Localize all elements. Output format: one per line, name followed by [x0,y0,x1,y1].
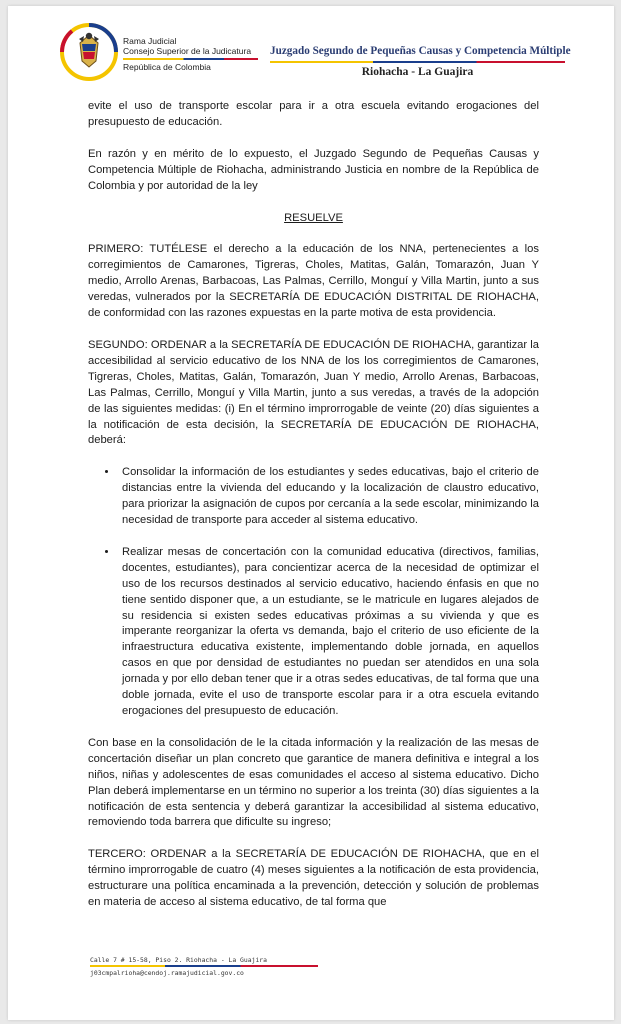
court-name: Juzgado Segundo de Pequeñas Causas y Competencia Múltiple [270,45,571,57]
court-city: Riohacha - La Guajira [361,66,474,78]
paragraph-tercero: TERCERO: ORDENAR a la SECRETARÍA DE EDUCACIÓN DE RIOHACHA, que en el término improrrogable de cuatro (4) meses siguientes a la notificación de esta providencia, estructurare una política encaminada a la prevención, detección y solución de problemas en materia de acceso al sistema educativo, de tal forma que [88,848,539,909]
list-item: • Realizar mesas de concertación con la comunidad educativa (directivos, familias, docentes, estudiantes), para concientizar acerca de la necesidad de optimizar el uso de los recursos destinados al servicio educativo, haciendo énfasis en que no tiene sentido disponer que, a un estudiante, se le matricule en lugares alejados de su residencia si existen sedes educativas próximas a su vivienda y que es imperante reorganizar la oferta vs demanda, bajo el criterio de uso eficiente de la infraestructura educativa existente, implementando doble jornada, en aquellos casos en que por densidad de estudiantes no puedan ser atendidos en una sola jornada y por ello deban tener que ir a otras sedes educativas, de tal forma que una doble jornada, evite el uso de transporte escolar para ir a otra escuela evitando erogaciones del presupuesto de educación. [118,545,539,720]
section-title-resuelve: RESUELVE [284,211,343,224]
organization-block [123,36,258,72]
footer-email: j03cmpalrioha@cendoj.ramajudicial.gov.co [90,969,244,977]
coat-of-arms-seal [60,23,118,81]
measures-list [88,465,539,720]
paragraph-merit: En razón y en mérito de lo expuesto, el Juzgado Segundo de Pequeñas Causas y Competencia Múltiple de Riohacha, administrando Justicia en nombre de la República de Colombia y por autoridad de la ley [88,147,539,192]
footer-flag-bar [90,965,318,967]
org-line-1: Rama Judicial [123,36,177,46]
footer-address: Calle 7 # 15-58, Piso 2. Riohacha - La Guajira [90,956,267,964]
org-flag-bar [123,58,258,60]
paragraph-continuation: evite el uso de transporte escolar para ir a otra escuela evitando erogaciones del presupuesto de educación. [88,100,539,128]
paragraph-segundo: SEGUNDO: ORDENAR a la SECRETARÍA DE EDUCACIÓN DE RIOHACHA, garantizar la accesibilidad al servicio educativo de los NNA de los los corregimientos de Camarones, Tigreras, Choles, Matitas, Galán, Tomarazón, Juan Y medio, Arrollo Arenas, Barbacoas, Las Palmas, Cerrillo, Monguí y Villa Martin, junto a sus veredas, a través de la adopción de las siguientes medidas: (i) En el término improrrogable de veinte (20) días siguientes a la notificación de esta decisión, la SECRETARÍA DE EDUCACIÓN DE RIOHACHA, deberá: [88,338,539,447]
list-item: • Consolidar la información de los estudiantes y sedes educativas, bajo el criterio de distancias entre la vivienda del educando y la localización de claustro educativo, para priorizar la asignación de cupos por cercanía a la sede escolar, minimizando la necesidad de transporte para acceder al sistema educativo. [118,465,539,529]
footer [90,956,318,977]
document-page [8,6,614,1020]
document-body [88,99,539,927]
paragraph-plan: Con base en la consolidación de le la citada información y la realización de las mesas de concertación diseñar un plan concreto que garantice de manera definitiva e integral a los niños, niñas y adolescentes de esas comunidades el acceso al sistema educativo. Dicho Plan deberá implementarse en un término no superior a los treinta (30) días siguientes a la notificación de esta sentencia y deberá garantizar la accesibilidad al sistema educativo, removiendo toda barrera que dificulte su ingreso; [88,736,539,829]
org-line-3: República de Colombia [123,62,211,72]
court-flag-bar [270,61,565,63]
org-line-2: Consejo Superior de la Judicatura [123,46,252,56]
letterhead [8,6,614,90]
paragraph-primero: PRIMERO: TUTÉLESE el derecho a la educación de los NNA, pertenecientes a los corregimientos de Camarones, Tigreras, Choles, Matitas, Galán, Tomarazón, Juan Y medio, Arrollo Arenas, Barbacoas, Las Palmas, Cerrillo, Monguí y Villa Martin, junto a sus veredas, vulnerados por la SECRETARÍA DE EDUCACIÓN DISTRITAL DE RIOHACHA, de conformidad con las razones expuestas en la parte motiva de esta providencia. [88,243,539,320]
